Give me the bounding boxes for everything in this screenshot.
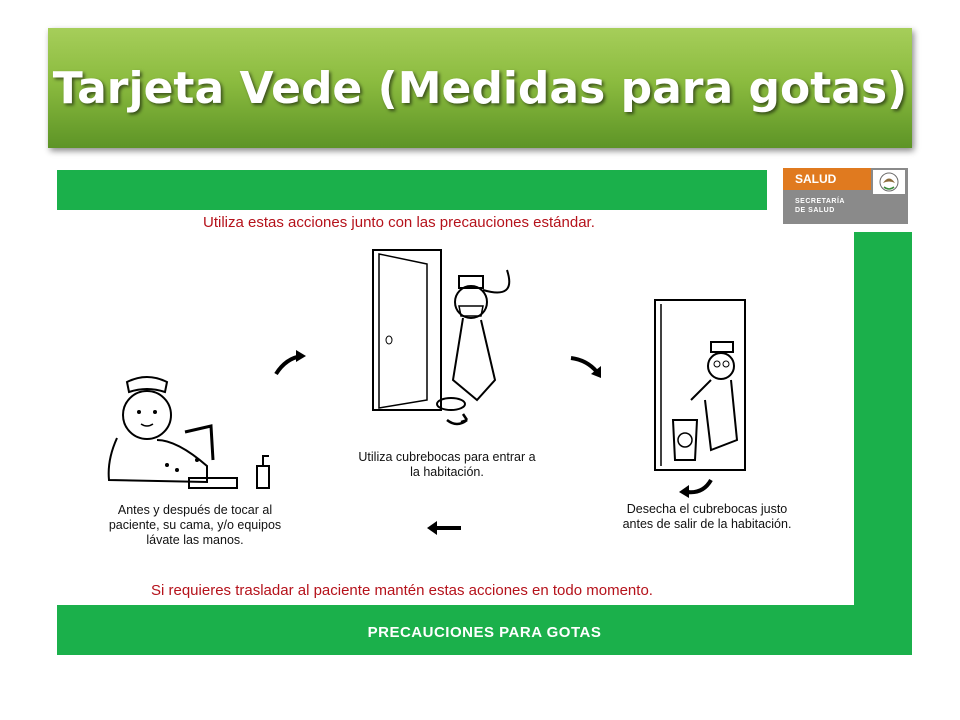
caption-mask-enter <box>327 450 567 480</box>
caption-mask-enter-line2: la habitación. <box>410 465 484 479</box>
salud-logo <box>783 168 908 224</box>
cycle-arrow-up-right-icon <box>272 350 312 380</box>
caption-mask-discard <box>597 502 817 532</box>
logo-brand: SALUD <box>783 168 871 190</box>
bottom-instruction: Si requieres trasladar al paciente mantén estas acciones en todo momento. <box>151 582 653 599</box>
card-top-band <box>57 170 767 210</box>
precautions-card <box>57 170 912 655</box>
eagle-emblem-icon <box>873 170 905 194</box>
cycle-arrow-down-left-icon <box>677 476 717 500</box>
caption-mask-discard-line1: Desecha el cubrebocas justo <box>626 502 788 516</box>
cycle-arrow-left-icon <box>425 518 465 538</box>
logo-subtitle-line1: SECRETARÍA <box>795 198 845 205</box>
logo-subtitle <box>795 197 845 215</box>
logo-subtitle-line2: DE SALUD <box>795 207 835 214</box>
top-instruction: Utiliza estas acciones junto con las precauciones estándar. <box>203 214 595 231</box>
mask-entering-illustration-icon <box>367 250 537 430</box>
title-banner <box>48 28 912 148</box>
caption-mask-enter-line1: Utiliza cubrebocas para entrar a <box>358 450 536 464</box>
caption-handwash-line3: lávate las manos. <box>146 533 244 547</box>
slide-title: Tarjeta Vede (Medidas para gotas) <box>52 62 908 114</box>
card-right-band <box>854 232 912 655</box>
caption-handwash-line1: Antes y después de tocar al <box>117 503 273 517</box>
cycle-arrow-down-right-icon <box>567 352 607 382</box>
caption-handwash <box>75 503 315 548</box>
footer-label: PRECAUCIONES PARA GOTAS <box>367 624 602 641</box>
caption-handwash-line2: paciente, su cama, y/o equipos <box>108 518 282 532</box>
caption-mask-discard-line2: antes de salir de la habitación. <box>622 517 792 531</box>
mask-discard-illustration-icon <box>651 300 761 480</box>
handwashing-illustration-icon <box>97 370 277 500</box>
